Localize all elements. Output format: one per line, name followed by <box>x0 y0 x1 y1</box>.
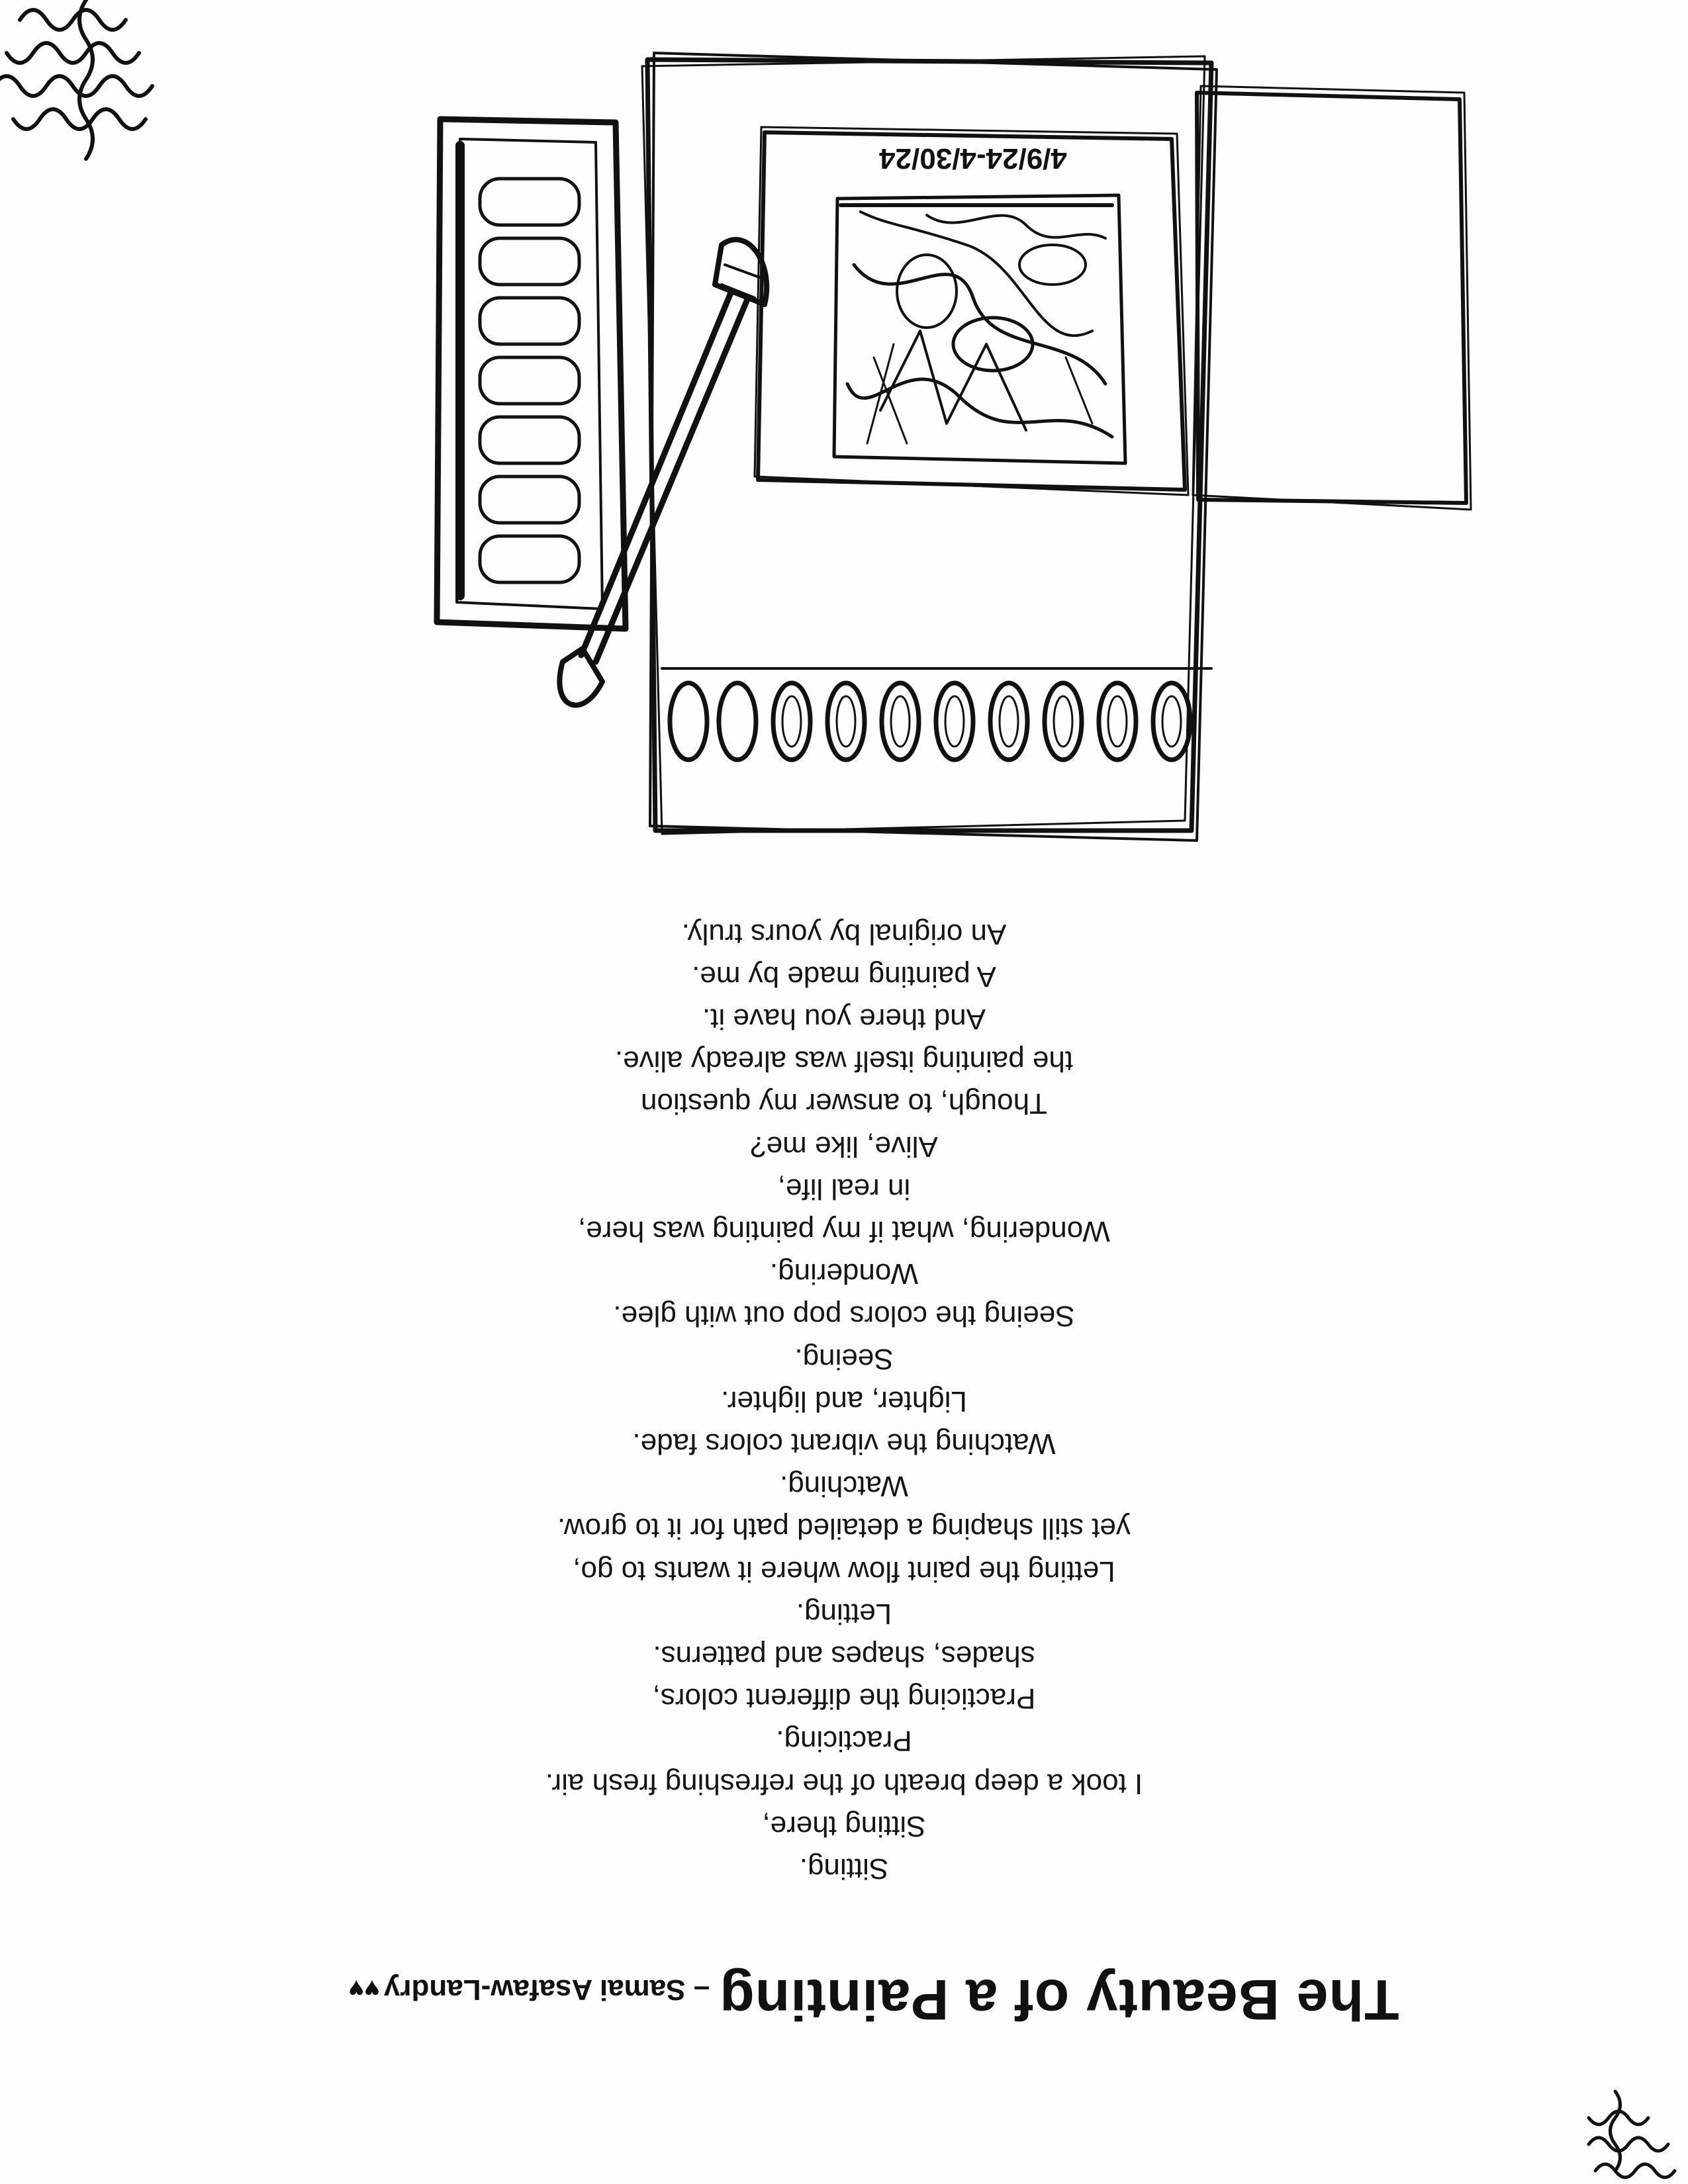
squiggle-decoration <box>1589 2091 1675 2177</box>
poem-line: Seeing. <box>794 1342 894 1375</box>
poem-line: And there you have it. <box>702 1002 986 1035</box>
poem-line: the painting itself was already alive. <box>614 1045 1074 1078</box>
poem-line: Wondering, what if my painting was here, <box>578 1214 1110 1248</box>
poem-line: Lighter, and lighter. <box>721 1385 967 1418</box>
poem-line: I took a deep breath of the refreshing fresh air. <box>545 1767 1143 1800</box>
author-name: – Samai Asafaw-Landry <box>383 1974 710 2006</box>
poem-line: Alive, like me? <box>750 1130 938 1163</box>
poem-line: in real life, <box>777 1172 911 1205</box>
poem-line: A painting made by me. <box>692 960 996 993</box>
poem-line: Sitting there, <box>762 1809 926 1843</box>
poem-title: The Beauty of a Painting <box>719 1968 1399 2031</box>
squiggle-decoration <box>0 0 152 159</box>
poem-line: Though, to answer my question <box>641 1087 1047 1120</box>
poem-line: Letting the paint flow where it wants to go, <box>573 1555 1115 1588</box>
poem-line: Practicing. <box>776 1725 912 1758</box>
paint-palette-drawing <box>437 119 626 629</box>
poem-line: Wondering. <box>769 1257 919 1291</box>
poem-line: Letting. <box>796 1597 892 1630</box>
date-label: 4/9/24-4/30/24 <box>879 142 1067 175</box>
hearts-icon: ♥♥ <box>348 1974 380 2003</box>
paintbrush-drawing <box>559 240 767 705</box>
poem-line: Watching. <box>780 1470 909 1503</box>
poem-line: Practicing the different colors, <box>652 1682 1036 1715</box>
poem-line: Sitting. <box>799 1852 889 1885</box>
poem-line: shades, shapes and patterns. <box>653 1639 1035 1672</box>
poem-line: Seeing the colors pop out with glee. <box>613 1300 1075 1333</box>
poem-line: yet still shaping a detailed path for it to grow. <box>557 1512 1131 1545</box>
poem-line: An original by yours truly. <box>681 917 1007 950</box>
painting-canvas <box>755 127 1188 495</box>
poem-line: Watching the vibrant colors fade. <box>632 1427 1056 1460</box>
